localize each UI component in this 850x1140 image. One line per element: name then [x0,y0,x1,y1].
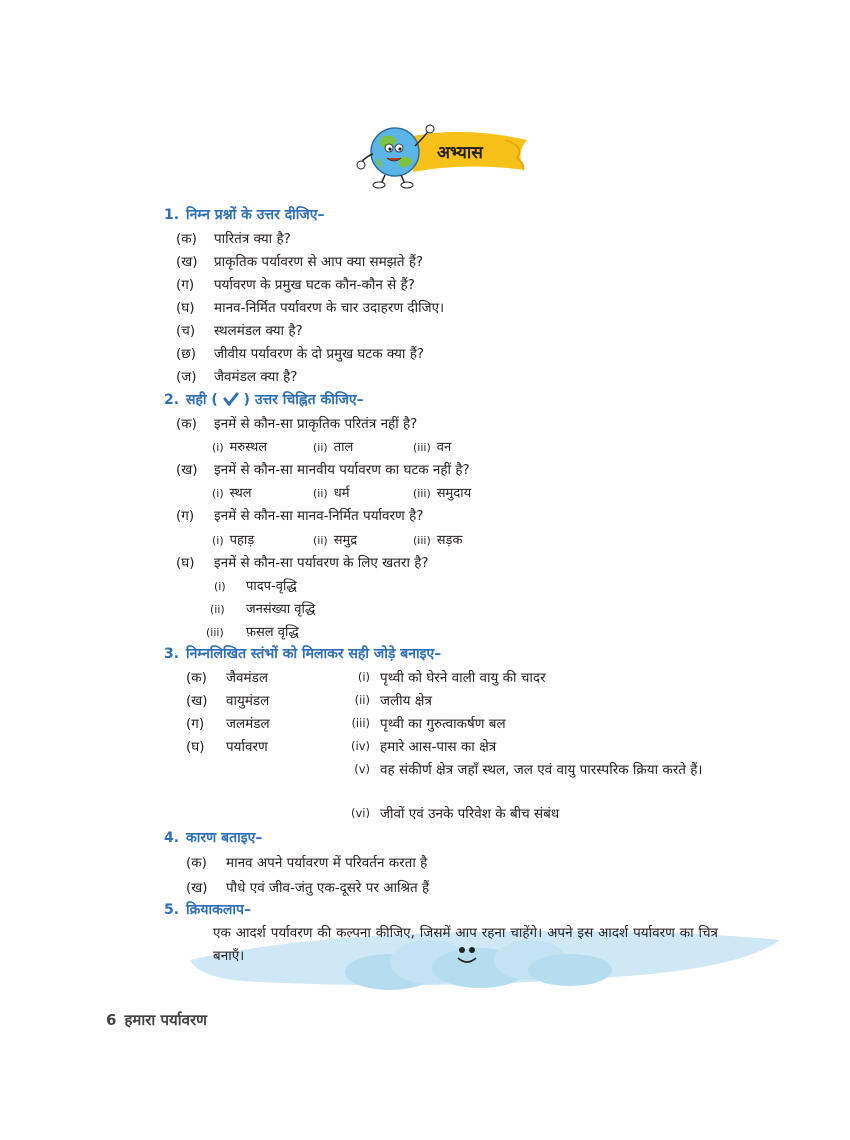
match-left-item: (क) जैवमंडल [186,670,268,686]
q2-item: (ग) इनमें से कौन-सा मानव-निर्मित पर्यावरण है? [176,508,424,524]
banner-title: अभ्यास [437,143,483,163]
option: (ii) जनसंख्या वृद्धि [210,602,316,617]
option: (iii) वन [413,440,452,455]
match-left-item: (ग) जलमंडल [186,716,270,732]
match-left-item: (घ) पर्यावरण [186,739,268,755]
match-right-number: (i) [357,670,370,684]
globe-icon [371,128,419,176]
option: (ii) धर्म [313,486,350,501]
q5-title: क्रियाकलाप– [186,902,251,918]
q1-item: (ग) पर्यावरण के प्रमुख घटक कौन-कौन से हैं? [176,277,415,293]
q5-heading [164,900,251,919]
q1-item: (च) स्थलमंडल क्या है? [176,323,303,339]
header-banner [355,118,535,190]
q4-title: कारण बताइए– [186,830,263,846]
q1-item: (घ) मानव-निर्मित पर्यावरण के चार उदाहरण दीजिए। [176,300,445,316]
option: (iii) समुदाय [413,486,472,501]
match-right-number: (iv) [351,739,370,753]
q1-item: (छ) जीवीय पर्यावरण के दो प्रमुख घटक क्या हैं? [176,346,425,362]
match-right-text: पृथ्वी का गुरुत्वाकर्षण बल [380,716,506,732]
checkmark-icon [223,392,239,406]
option: (i) स्थल [212,486,252,501]
q2-title-end: ) उत्तर चिह्नित कीजिए– [243,392,364,408]
page-number: 6 [106,1011,117,1029]
option: (iii) सड़क [413,533,463,548]
option: (ii) समुद्र [313,533,358,548]
match-left-item: (ख) वायुमंडल [186,693,270,709]
q1-item: (ख) प्राकृतिक पर्यावरण से आप क्या समझते हैं? [176,254,424,270]
q4-item: (ख) पौधे एवं जीव-जंतु एक-दूसरे पर आश्रित हैं [186,880,430,896]
match-right-number: (v) [354,762,370,776]
q2-item: (क) इनमें से कौन-सा प्राकृतिक परितंत्र नहीं है? [176,416,418,432]
q2-item: (घ) इनमें से कौन-सा पर्यावरण के लिए खतरा है? [176,555,429,571]
page-footer [106,1010,207,1030]
match-right-text: जलीय क्षेत्र [380,693,432,709]
q4-heading [164,828,262,847]
q1-item: (क) पारितंत्र क्या है? [176,231,291,247]
option: (ii) ताल [313,440,354,455]
q2-heading [164,390,364,409]
q3-title: निम्नलिखित स्तंभों को मिलाकर सही जोड़े बनाइए– [186,646,442,662]
q5-text: एक आदर्श पर्यावरण की कल्पना कीजिए, जिसमें आप रहना चाहेंगे। अपने इस आदर्श पर्यावरण का चित्र बनाएँ। [213,925,718,964]
match-right-number: (ii) [354,693,370,707]
q4-item: (क) मानव अपने पर्यावरण में परिवर्तन करता है [186,855,428,871]
q3-heading [164,644,441,663]
book-title: हमारा पर्यावरण [124,1011,207,1029]
match-right-text: जीवों एवं उनके परिवेश के बीच संबंध [380,806,560,822]
match-right-text: हमारे आस-पास का क्षेत्र [380,739,497,755]
match-right-text: पृथ्वी को घेरने वाली वायु की चादर [380,670,546,686]
option: (iii) फ़सल वृद्धि [206,625,299,640]
q1-title: निम्न प्रश्नों के उत्तर दीजिए– [186,207,325,223]
q1-number: 1. [164,207,180,223]
q5-number: 5. [164,902,180,918]
q1-item: (ज) जैवमंडल क्या है? [176,369,298,385]
match-right-number: (vi) [351,806,370,820]
q2-title-start: सही ( [186,392,218,408]
option: (i) पादप-वृद्धि [214,579,297,594]
match-right-text: वह संकीर्ण क्षेत्र जहाँ स्थल, जल एवं वायु पारस्परिक क्रिया करते हैं। [380,762,703,778]
q2-number: 2. [164,392,180,408]
q1-heading [164,205,325,224]
q2-item: (ख) इनमें से कौन-सा मानवीय पर्यावरण का घटक नहीं है? [176,462,470,478]
match-right-number: (iii) [351,716,370,730]
q4-number: 4. [164,830,180,846]
option: (i) पहाड़ [212,533,255,548]
q3-number: 3. [164,646,180,662]
option: (i) मरुस्थल [212,440,268,455]
